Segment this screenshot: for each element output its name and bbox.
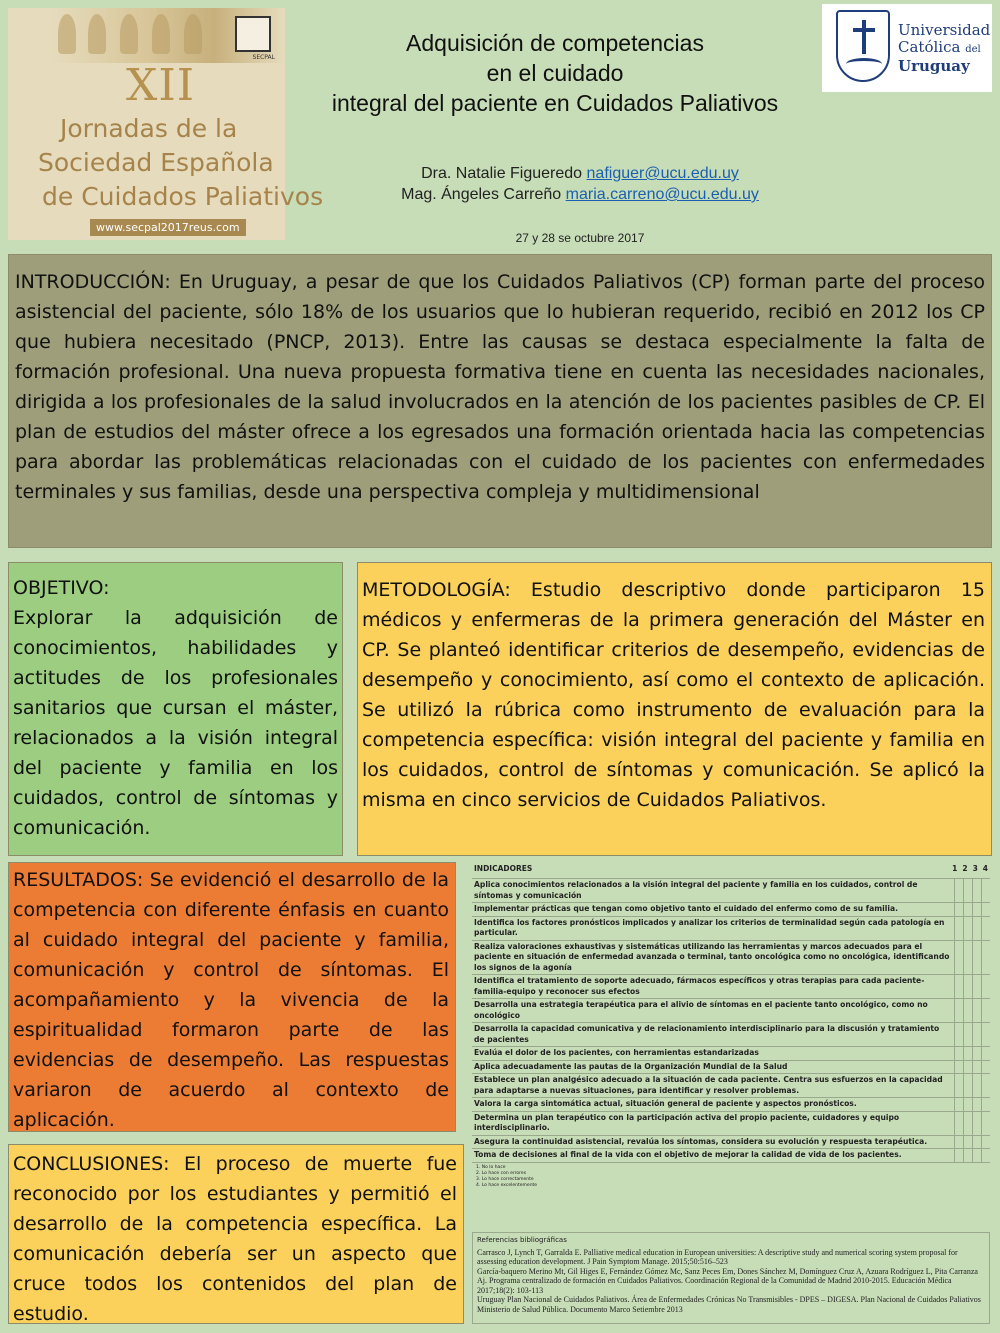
indicator-row: [472, 974, 990, 998]
indicator-row: [472, 1097, 990, 1111]
university-logo: [822, 4, 992, 92]
indicator-text: Aplica conocimientos relacionados a la visión integral del paciente y familia en los cuidados, control de síntomas y comunicación: [474, 880, 918, 900]
title-line1: Adquisición de competencias: [406, 30, 704, 56]
indicator-score-cells: [954, 1047, 990, 1060]
indicator-row: [472, 878, 990, 902]
event-date: 27 y 28 se octubre 2017: [515, 231, 645, 245]
indicator-text: Realiza valoraciones exhaustivas y sistemáticas utilizando las herramientas y marcos adecuados para el paciente en situación de enfermedad avanzada o terminal, tanto oncológica como no oncológica, identificando los signos de la agonía: [474, 941, 950, 972]
indicator-row: [472, 1135, 990, 1149]
indicator-score-cells: [954, 1061, 990, 1074]
results-section: [8, 862, 456, 1132]
indicator-row: [472, 1148, 990, 1162]
university-seal-icon: [836, 10, 890, 82]
indicator-row: [472, 916, 990, 940]
indicator-row: [472, 1022, 990, 1046]
legend-item: 1. No lo hace: [476, 1164, 506, 1170]
indicator-row: [472, 1060, 990, 1074]
conclusions-section: [8, 1144, 464, 1324]
reference-item: Carrasco J, Lynch T, Garralda E. Palliative medical education in European universities: A descriptive study and numerical scoring system proposal for assessing education development. J Pain Symptom Manage. 2015;50:516–523: [477, 1247, 958, 1266]
indicator-row: [472, 1111, 990, 1135]
indicators-header: INDICADORES: [474, 864, 533, 873]
indicator-row: [472, 1073, 990, 1097]
indicator-score-cells: [954, 1098, 990, 1111]
university-name-line1: Universidad: [898, 21, 991, 39]
objective-heading: OBJETIVO:: [13, 577, 110, 599]
methodology-text: METODOLOGÍA: Estudio descriptivo donde participaron 15 médicos y enfermeras de la primera generación del Máster en CP. Se planteó identificar criterios de desempeño, evidencias de desempeño y conocimiento, así como el contexto de aplicación. Se utilizó la rúbrica como instrumento de evaluación para la competencia específica: visión integral del paciente y familia en los cuidados, control de síntomas y comunicación. Se aplicó la misma en cinco servicios de Cuidados Paliativos.: [362, 579, 985, 811]
university-name-line2: Católica del: [898, 38, 981, 56]
conference-logo: [8, 8, 324, 240]
methodology-section: [357, 562, 992, 856]
indicators-header-row: [472, 862, 990, 878]
legend-item: 4. Lo hace excelentemente: [476, 1182, 538, 1188]
indicator-score-cells: [954, 975, 990, 998]
author-1: Dra. Natalie Figueredo nafiguer@ucu.edu.uy: [421, 165, 739, 182]
indicator-text: Identifica el tratamiento de soporte adecuado, fármacos específicos y otras terapias para cada paciente-familia-equipo y reconocer sus efectos: [474, 976, 925, 996]
legend-item: 3. Lo hace correctamente: [476, 1176, 534, 1182]
indicator-row: [472, 998, 990, 1022]
conference-name-line1: Jornadas de la: [60, 114, 238, 143]
indicator-text: Desarrolla una estrategia terapéutica para el alivio de síntomas en el paciente tanto oncológico, como no oncológico: [474, 1000, 928, 1020]
indicator-score-cells: [954, 999, 990, 1022]
author-2-email-link[interactable]: maria.carreno@ucu.edu.uy: [565, 186, 759, 203]
authors: [300, 163, 860, 205]
conference-edition: XII: [126, 60, 196, 111]
introduction-text: INTRODUCCIÓN: En Uruguay, a pesar de que los Cuidados Paliativos (CP) forman parte del proceso asistencial del paciente, sólo 18% de los usuarios que lo hubieran requerido, recibió en 2012 los CP que hubiera necesitado (PNCP, 2013). Entre las causas se destaca especialmente la falta de formación profesional. Una nueva propuesta formativa tiene en cuenta las necesidades nacionales, dirigida a los profesionales de la salud involucrados en la atención de los pacientes pasibles de CP. El plan de estudios del máster ofrece a los egresados una formación orientada hacia las competencias para abordar las problemáticas relacionadas con el cuidado de los pacientes con enfermedades terminales y sus familias, desde una perspectiva compleja y multidimensional: [15, 271, 985, 503]
indicator-text: Evalúa el dolor de los pacientes, con herramientas estandarizadas: [474, 1048, 759, 1057]
reference-item: Uruguay Plan Nacional de Cuidados Paliativos. Área de Enfermedades Crónicas No Transmisibles - DPES – DIGESA. Plan Nacional de Cuidados Paliativos Ministerio de Salud Pública. Documento Marco Setiembre 2013: [477, 1295, 981, 1314]
scale-header: 1 2 3 4: [952, 864, 988, 873]
indicator-score-cells: [954, 941, 990, 975]
indicator-text: Valora la carga sintomática actual, situación general de paciente y aspectos pronósticos.: [474, 1099, 857, 1108]
conference-name-line3: de Cuidados Paliativos: [42, 182, 324, 211]
indicator-score-cells: [954, 1136, 990, 1149]
indicator-text: Aplica adecuadamente las pautas de la Organización Mundial de la Salud: [474, 1061, 788, 1071]
indicator-text: Establece un plan analgésico adecuado a la situación de cada paciente. Centra sus esfuerzos en la capacidad para adaptarse a nuevas situaciones, para identificar y resolver problemas.: [474, 1075, 943, 1095]
introduction-section: [8, 254, 992, 548]
indicator-score-cells: [954, 1023, 990, 1046]
title-line2: en el cuidado: [486, 60, 624, 86]
indicator-text: Asegura la continuidad asistencial, revalúa los síntomas, considera su evolución y respuesta terapéutica.: [474, 1136, 928, 1146]
poster-title: [300, 28, 810, 118]
indicator-text: Implementar prácticas que tengan como objetivo tanto el cuidado del enfermo como de su familia.: [474, 904, 898, 913]
indicator-score-cells: [954, 917, 990, 940]
indicator-text: Desarrolla la capacidad comunicativa y de relacionamiento interdisciplinario para la discusión y tratamiento de pacientes: [474, 1024, 940, 1044]
legend-item: 2. Lo hace con errores: [476, 1170, 527, 1176]
references-section: [472, 1232, 990, 1324]
objective-text: Explorar la adquisición de conocimientos, habilidades y actitudes de los profesionales sanitarios que cursan el máster, relacionados a la visión integral del paciente y familia en los cuidados, control de síntomas y comunicación.: [13, 607, 338, 839]
university-name-line3: Uruguay: [898, 57, 970, 75]
indicator-score-cells: [954, 1112, 990, 1135]
indicator-score-cells: [954, 879, 990, 902]
indicator-row: [472, 1046, 990, 1060]
conclusions-text: CONCLUSIONES: El proceso de muerte fue reconocido por los estudiantes y permitió el desarrollo de la competencia específica. La comunicación debería ser un aspecto que cruce todos los contenidos del plan de estudio.: [13, 1153, 457, 1325]
author-1-email-link[interactable]: nafiguer@ucu.edu.uy: [586, 165, 739, 182]
references-heading: Referencias bibliográficas: [477, 1236, 567, 1244]
indicator-score-cells: [954, 903, 990, 916]
author-2: Mag. Ángeles Carreño maria.carreno@ucu.edu.uy: [401, 186, 759, 203]
indicators-rows: [472, 878, 990, 1162]
results-text: RESULTADOS: Se evidenció el desarrollo de la competencia con diferente énfasis en cuanto al cuidado integral del paciente y familia, comunicación y control de síntomas. El acompañamiento y la vivencia de la espiritualidad formaron parte de las evidencias de desempeño. Las respuestas variaron de acuerdo al contexto de aplicación.: [13, 869, 449, 1131]
indicator-score-cells: [954, 1074, 990, 1097]
indicator-text: Determina un plan terapéutico con la participación activa del propio paciente, cuidadores y equipo interdisciplinario.: [474, 1112, 900, 1132]
indicator-score-cells: [954, 1149, 990, 1162]
indicator-row: [472, 902, 990, 916]
indicator-row: [472, 940, 990, 975]
secpal-logo-icon: [235, 16, 271, 52]
indicator-text: Identifica los factores pronósticos implicados y analizar los criterios de terminalidad según cada patología en particular.: [474, 917, 945, 937]
indicators-table: [472, 862, 990, 1192]
secpal-badge: SECPAL: [252, 54, 275, 61]
scale-legend: [472, 1162, 990, 1189]
reference-item: García-baquero Merino Mt, Gil Higes E, Fernández Gómez Mc, Sanz Peces Em, Dones Sánchez M, Domínguez Cruz A, Azuara Rodríguez L, Pita Carranza Aj. Programa centralizado de formación en Cuidados Paliativos. Coordinación Regional de la Comunidad de Madrid 2010-2015. Educación Médica 2017;18(2): 103-113: [477, 1266, 978, 1295]
objective-section: [8, 562, 343, 856]
indicator-text: Toma de decisiones al final de la vida con el objetivo de mejorar la calidad de vida de los pacientes.: [474, 1150, 902, 1159]
university-name: [898, 22, 990, 75]
conference-url: www.secpal2017reus.com: [90, 219, 246, 236]
conference-name-line2: Sociedad Española: [38, 148, 274, 177]
title-line3: integral del paciente en Cuidados Paliativos: [331, 90, 779, 116]
